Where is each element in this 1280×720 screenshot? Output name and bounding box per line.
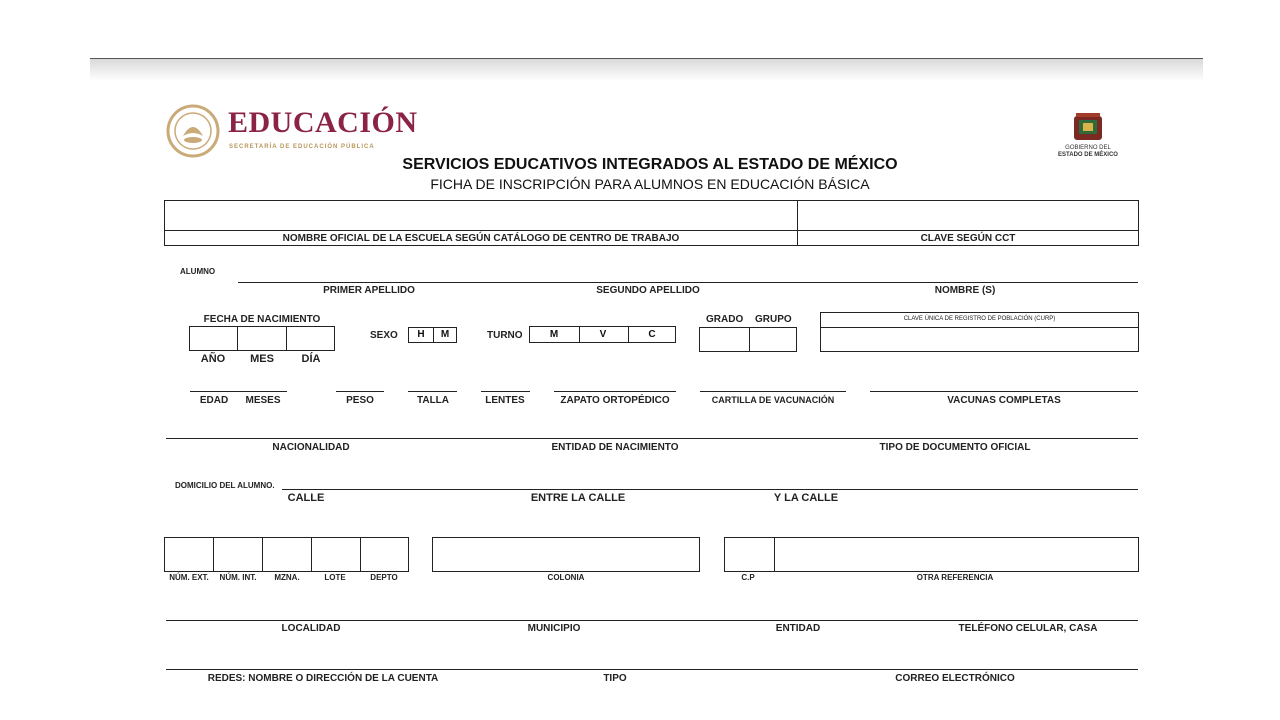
numero-divider — [262, 538, 263, 571]
contacto-field[interactable] — [166, 669, 1138, 670]
gob-line-2: ESTADO DE MÉXICO — [1058, 152, 1118, 158]
nacionalidad-label: NACIONALIDAD — [272, 442, 350, 453]
turno-c-option[interactable]: C — [648, 329, 656, 340]
form-subtitle: FICHA DE INSCRIPCIÓN PARA ALUMNOS EN EDUCACIÓN BÁSICA — [430, 176, 870, 192]
school-name-label: NOMBRE OFICIAL DE LA ESCUELA SEGÚN CATÁLOGO DE CENTRO DE TRABAJO — [282, 233, 680, 244]
gob-text — [1040, 145, 1136, 159]
municipio-label: MUNICIPIO — [527, 623, 581, 634]
grado-label: GRADO — [706, 314, 744, 325]
numero-boxes[interactable] — [164, 537, 409, 572]
sexo-h-option[interactable]: H — [417, 329, 425, 340]
entidad-label: ENTIDAD — [775, 623, 821, 634]
sexo-divider — [433, 328, 434, 342]
tipo-label: TIPO — [603, 673, 627, 684]
meses-label: MESES — [245, 395, 281, 406]
colonia-field[interactable] — [432, 537, 700, 572]
grado-grupo-divider — [749, 327, 750, 351]
lote-label: LOTE — [324, 573, 346, 582]
peso-label: PESO — [346, 395, 374, 406]
redes-label: REDES: NOMBRE O DIRECCIÓN DE LA CUENTA — [207, 673, 439, 684]
talla-label: TALLA — [416, 395, 450, 406]
talla-field[interactable] — [408, 391, 457, 392]
numero-divider — [213, 538, 214, 571]
otra-referencia-label: OTRA REFERENCIA — [916, 573, 994, 582]
y-la-calle-label: Y LA CALLE — [773, 492, 839, 504]
logo-word: EDUCACIÓN — [228, 106, 418, 139]
mes-label: MES — [250, 353, 274, 365]
cartilla-label: CARTILLA DE VACUNACIÓN — [711, 395, 835, 405]
cp-label: C.P — [741, 573, 755, 582]
colonia-label: COLONIA — [547, 573, 585, 582]
num-int-label: NÚM. INT. — [219, 573, 257, 582]
entidad-nacimiento-label: ENTIDAD DE NACIMIENTO — [551, 442, 679, 453]
turno-m-option[interactable]: M — [549, 329, 559, 340]
fecha-nacimiento-label: FECHA DE NACIMIENTO — [203, 314, 321, 325]
state-shield-icon — [1070, 112, 1106, 144]
dia-label: DÍA — [301, 353, 321, 365]
segundo-apellido-label: SEGUNDO APELLIDO — [596, 285, 700, 296]
depto-label: DEPTO — [370, 573, 398, 582]
vacunas-label: VACUNAS COMPLETAS — [947, 395, 1061, 406]
cp-divider — [774, 538, 775, 571]
grado-top-line — [700, 327, 796, 328]
entre-calle-label: ENTRE LA CALLE — [530, 492, 626, 504]
numero-divider — [311, 538, 312, 571]
origen-field[interactable] — [166, 438, 1138, 439]
correo-label: CORREO ELECTRÓNICO — [895, 673, 1015, 684]
nombre-label: NOMBRE (S) — [934, 285, 996, 296]
alumno-name-field[interactable] — [238, 282, 1138, 283]
turno-divider — [628, 327, 629, 342]
lentes-field[interactable] — [481, 391, 530, 392]
turno-label: TURNO — [487, 330, 523, 341]
fecha-divider — [286, 327, 287, 350]
school-divider — [165, 230, 1138, 231]
page-top-bar — [90, 58, 1203, 81]
gob-line-1: GOBIERNO DEL — [1065, 145, 1111, 151]
fecha-divider — [237, 327, 238, 350]
alumno-label: ALUMNO — [180, 267, 216, 276]
zapato-field[interactable] — [554, 391, 676, 392]
sexo-m-option[interactable]: M — [440, 329, 450, 340]
fecha-nacimiento-field[interactable] — [189, 326, 335, 351]
grupo-label: GRUPO — [755, 314, 792, 325]
telefono-label: TELÉFONO CELULAR, CASA — [958, 623, 1098, 634]
curp-field[interactable] — [821, 327, 1138, 351]
domicilio-calle-field[interactable] — [282, 489, 1138, 490]
turno-divider — [579, 327, 580, 342]
turno-field — [529, 326, 676, 343]
mzna-label: MZNA. — [274, 573, 300, 582]
sexo-field — [408, 327, 457, 343]
logo-subtitle: SECRETARÍA DE EDUCACIÓN PÚBLICA — [229, 144, 375, 150]
school-name-field[interactable] — [165, 201, 797, 230]
num-ext-label: NÚM. EXT. — [169, 573, 209, 582]
tipo-documento-label: TIPO DE DOCUMENTO OFICIAL — [879, 442, 1031, 453]
primer-apellido-label: PRIMER APELLIDO — [323, 285, 415, 296]
anio-label: AÑO — [200, 353, 226, 365]
mexico-seal-icon — [166, 104, 220, 158]
lentes-label: LENTES — [485, 395, 525, 406]
turno-v-option[interactable]: V — [599, 329, 607, 340]
cp-referencia-field[interactable] — [724, 537, 1139, 572]
peso-field[interactable] — [336, 391, 384, 392]
cct-field[interactable] — [798, 201, 1138, 230]
form-title: SERVICIOS EDUCATIVOS INTEGRADOS AL ESTADO DE MÉXICO — [402, 156, 898, 173]
cct-label: CLAVE SEGÚN CCT — [920, 233, 1016, 244]
ubicacion-field[interactable] — [166, 620, 1138, 621]
numero-divider — [360, 538, 361, 571]
zapato-label: ZAPATO ORTOPÉDICO — [560, 395, 670, 406]
curp-label: CLAVE ÚNICA DE REGISTRO DE POBLACIÓN (CURP) — [903, 316, 1056, 322]
calle-label: CALLE — [287, 492, 325, 504]
localidad-label: LOCALIDAD — [281, 623, 341, 634]
cartilla-field[interactable] — [700, 391, 846, 392]
edad-meses-field[interactable] — [190, 391, 287, 392]
domicilio-label: DOMICILIO DEL ALUMNO. — [175, 481, 275, 490]
vacunas-field[interactable] — [870, 391, 1138, 392]
grado-grupo-field[interactable] — [699, 327, 797, 352]
sexo-label: SEXO — [370, 330, 398, 341]
edad-label: EDAD — [199, 395, 229, 406]
